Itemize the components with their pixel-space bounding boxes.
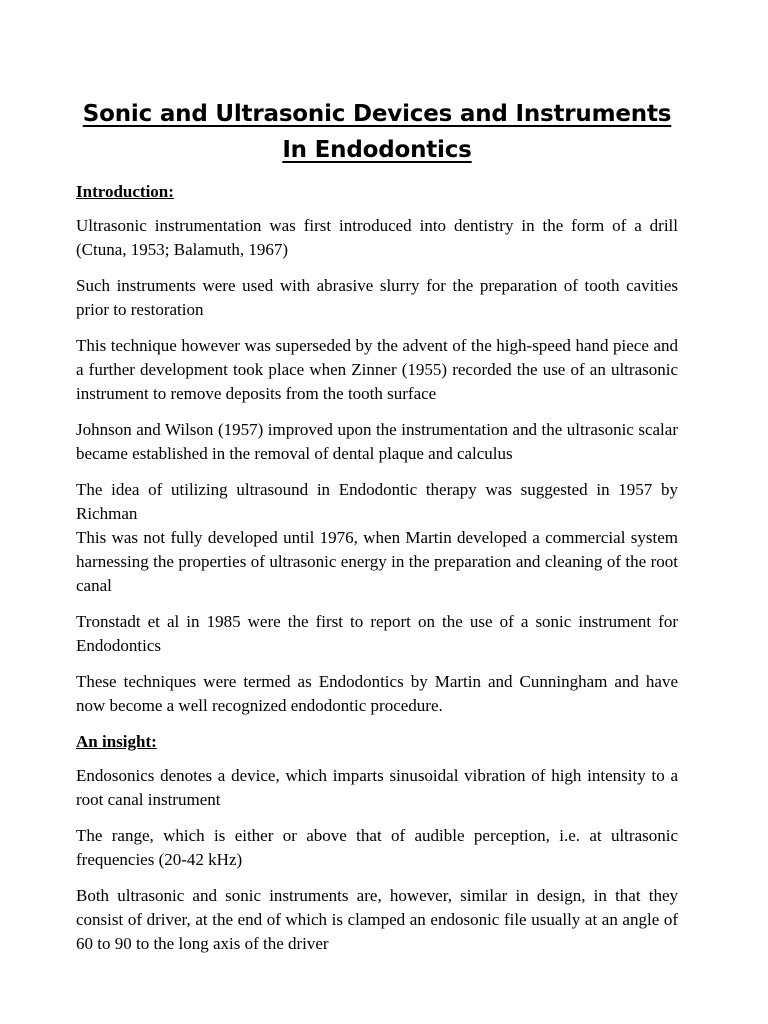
paragraph: These techniques were termed as Endodontics by Martin and Cunningham and have now become a well recognized endodontic procedure. <box>76 672 678 715</box>
paragraph: Tronstadt et al in 1985 were the first to report on the use of a sonic instrument for Endodontics <box>76 612 678 655</box>
paragraph: Endosonics denotes a device, which imparts sinusoidal vibration of high intensity to a root canal instrument <box>76 766 678 809</box>
paragraph: This technique however was superseded by the advent of the high-speed hand piece and a further development took place when Zinner (1955) recorded the use of an ultrasonic instrument to remove deposits from the tooth surface <box>76 336 678 403</box>
section-insight <box>76 730 678 956</box>
paragraph: Johnson and Wilson (1957) improved upon the instrumentation and the ultrasonic scalar became established in the removal of dental plaque and calculus <box>76 420 678 463</box>
section-heading-insight: An insight: <box>76 732 157 751</box>
paragraph: This was not fully developed until 1976, when Martin developed a commercial system harnessing the properties of ultrasonic energy in the preparation and cleaning of the root canal <box>76 528 678 595</box>
paragraph: The idea of utilizing ultrasound in Endodontic therapy was suggested in 1957 by Richman <box>76 480 678 523</box>
paragraph: Such instruments were used with abrasive slurry for the preparation of tooth cavities prior to restoration <box>76 276 678 319</box>
section-heading-introduction: Introduction: <box>76 182 174 201</box>
document-page <box>76 96 678 968</box>
document-title: Sonic and Ultrasonic Devices and Instruments In Endodontics <box>82 101 672 163</box>
paragraph: Ultrasonic instrumentation was first introduced into dentistry in the form of a drill (Ctuna, 1953; Balamuth, 1967) <box>76 216 678 259</box>
paragraph: The range, which is either or above that of audible perception, i.e. at ultrasonic frequencies (20-42 kHz) <box>76 826 678 869</box>
section-introduction <box>76 180 678 718</box>
paragraph: Both ultrasonic and sonic instruments are, however, similar in design, in that they consist of driver, at the end of which is clamped an endosonic file usually at an angle of 60 to 90 to the long axis of the driver <box>76 886 678 953</box>
